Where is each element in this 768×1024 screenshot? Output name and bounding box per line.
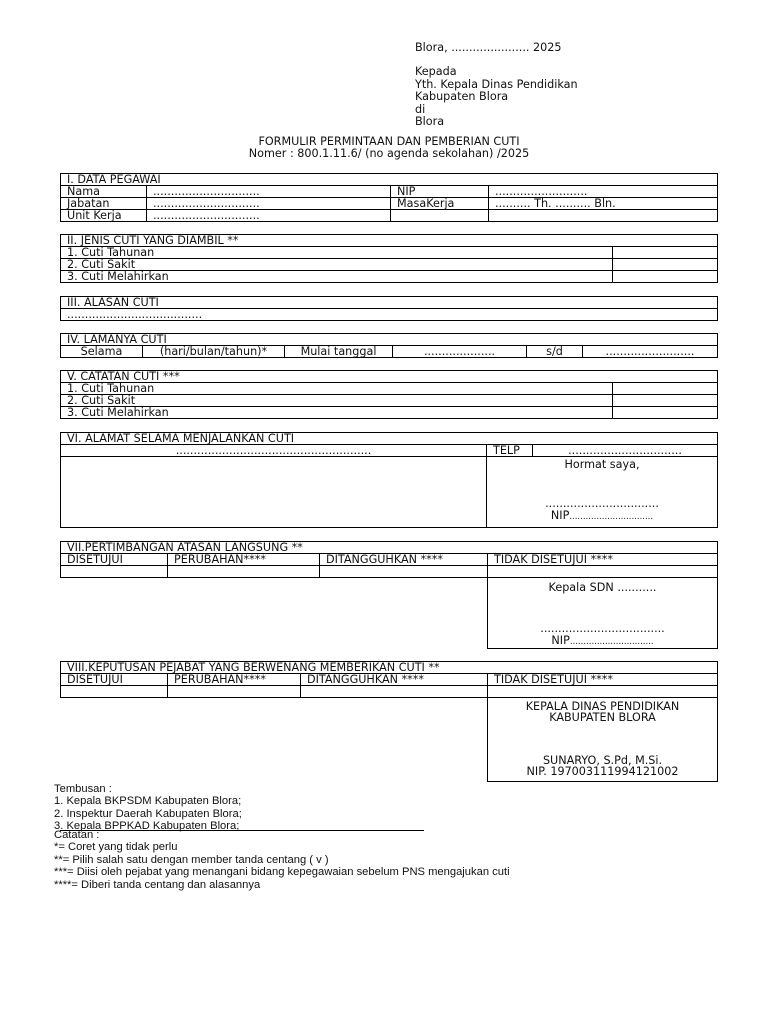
section-title: VI. ALAMAT SELAMA MENJALANKAN CUTI (61, 433, 718, 445)
leave-type-item: 3. Cuti Melahirkan (61, 271, 613, 283)
form-number: Nomer : 800.1.11.6/ (no agenda sekolahan) /2025 (248, 147, 530, 160)
signature-official (488, 698, 718, 782)
field-nip[interactable]: .......................... (489, 186, 718, 198)
recipient-block (415, 66, 578, 129)
leave-note-item: 1. Cuti Tahunan (61, 383, 613, 395)
telp-label: TELP (487, 445, 533, 457)
nip-dots: ............................... (569, 512, 654, 522)
section-title: I. DATA PEGAWAI (61, 174, 718, 186)
section-title: VII.PERTIMBANGAN ATASAN LANGSUNG ** (61, 542, 718, 554)
address-blank (61, 457, 487, 528)
recipient-line: Kabupaten Blora (415, 90, 509, 103)
leave-note-cell[interactable] (613, 407, 718, 419)
col-ditangguhkan: DITANGGUHKAN **** (301, 674, 488, 686)
decision-cell[interactable] (488, 566, 718, 578)
signer-title: Kepala SDN ........... (548, 581, 657, 594)
signer-name: SUNARYO, S.Pd, M.Si. (542, 754, 663, 767)
field-unit-kerja[interactable]: .............................. (147, 210, 391, 222)
signer-title-line: KEPALA DINAS PENDIDIKAN (525, 700, 680, 713)
section-alasan-cuti (60, 296, 718, 321)
duration-unit[interactable]: (hari/bulan/tahun)* (143, 346, 285, 358)
field-label-jabatan: Jabatan (61, 198, 147, 210)
form-title: FORMULIR PERMINTAAN DAN PEMBERIAN CUTI (258, 135, 520, 148)
catatan-item: ****= Diberi tanda centang dan alasannya (54, 878, 261, 891)
catatan-title: Catatan : (54, 829, 100, 841)
leave-note-item: 2. Cuti Sakit (61, 395, 613, 407)
field-jabatan[interactable]: .............................. (147, 198, 391, 210)
address-field[interactable]: ....................................................... (61, 445, 487, 457)
field-label-nip: NIP (391, 186, 489, 198)
tembusan-item: 2. Inspektur Daerah Kabupaten Blora; (54, 807, 242, 820)
section-title: IV. LAMANYA CUTI (61, 334, 718, 346)
field-label-unit-kerja: Unit Kerja (61, 210, 147, 222)
section-lamanya-cuti (60, 333, 718, 358)
recipient-line: Blora (415, 115, 445, 128)
leave-type-checkbox[interactable] (613, 271, 718, 283)
signature-supervisor (488, 578, 718, 649)
signature-line: ................................... (540, 622, 665, 635)
leave-note-cell[interactable] (613, 395, 718, 407)
tembusan-title: Tembusan : (54, 783, 112, 795)
decision-cell[interactable] (61, 566, 168, 578)
telp-field[interactable]: ................................ (533, 445, 718, 457)
blank-area (61, 578, 488, 649)
tembusan-item: 1. Kepala BKPSDM Kabupaten Blora; (54, 795, 242, 808)
col-disetujui: DISETUJUI (61, 674, 168, 686)
section-alamat-cuti (60, 432, 718, 528)
decision-cell[interactable] (320, 566, 488, 578)
nip-label: NIP (551, 634, 570, 647)
leave-type-item: 1. Cuti Tahunan (61, 247, 613, 259)
catatan-item: **= Pilih salah satu dengan member tanda centang ( v ) (54, 853, 329, 866)
place-date: Blora, ...................... 2025 (415, 41, 562, 54)
leave-type-checkbox[interactable] (613, 259, 718, 271)
recipient-line: di (415, 102, 426, 116)
selama-label: Selama (61, 346, 143, 358)
start-date-field[interactable]: .................... (393, 346, 527, 358)
col-disetujui: DISETUJUI (61, 554, 168, 566)
field-label-masakerja: MasaKerja (391, 198, 489, 210)
start-date-label: Mulai tanggal (285, 346, 393, 358)
col-perubahan: PERUBAHAN**** (168, 554, 320, 566)
end-date-field[interactable]: ......................... (583, 346, 718, 358)
catatan-item: *= Coret yang tidak perlu (54, 841, 178, 854)
section-title: III. ALASAN CUTI (61, 297, 718, 309)
section-data-pegawai (60, 173, 718, 222)
empty-cell (391, 210, 489, 222)
nip-label: NIP (550, 509, 570, 522)
decision-cell[interactable] (488, 686, 718, 698)
section-title: VIII.KEPUTUSAN PEJABAT YANG BERWENANG MEMBERIKAN CUTI ** (61, 662, 718, 674)
catatan-block (54, 829, 510, 891)
signature-applicant (487, 457, 718, 528)
decision-cell[interactable] (301, 686, 488, 698)
field-alasan[interactable]: ...................................... (61, 309, 718, 321)
leave-type-item: 2. Cuti Sakit (61, 259, 613, 271)
decision-cell[interactable] (168, 566, 320, 578)
recipient-line: Yth. Kepala Dinas Pendidikan (415, 77, 578, 91)
tembusan-item: 3. Kepala BPPKAD Kabupaten Blora; (54, 820, 240, 833)
section-jenis-cuti (60, 234, 718, 283)
empty-cell (489, 210, 718, 222)
greeting: Hormat saya, (564, 458, 640, 471)
col-ditangguhkan: DITANGGUHKAN **** (320, 554, 488, 566)
signer-title-line: KABUPATEN BLORA (549, 711, 656, 724)
section-keputusan-pejabat (60, 661, 718, 782)
section-catatan-cuti (60, 370, 718, 419)
leave-note-cell[interactable] (613, 383, 718, 395)
catatan-item: ***= Diisi oleh pejabat yang menangani bidang kepegawaian sebelum PNS mengajukan cuti (54, 866, 510, 879)
decision-cell[interactable] (168, 686, 301, 698)
field-label-nama: Nama (61, 186, 147, 198)
field-nama[interactable]: .............................. (147, 186, 391, 198)
until-label: s/d (527, 346, 583, 358)
leave-type-checkbox[interactable] (613, 247, 718, 259)
leave-note-item: 3. Cuti Melahirkan (61, 407, 613, 419)
col-tidak-disetujui: TIDAK DISETUJUI **** (488, 674, 718, 686)
recipient-line: Kepada (415, 65, 457, 78)
nip-dots: ............................... (569, 637, 654, 647)
decision-cell[interactable] (61, 686, 168, 698)
section-title: II. JENIS CUTI YANG DIAMBIL ** (61, 235, 718, 247)
section-title: V. CATATAN CUTI *** (61, 371, 718, 383)
tembusan-block (54, 783, 242, 833)
col-perubahan: PERUBAHAN**** (168, 674, 301, 686)
section-pertimbangan-atasan (60, 541, 718, 649)
signer-nip: NIP. 197003111994121002 (526, 765, 679, 778)
field-masakerja[interactable]: .......... Th. .......... Bln. (489, 198, 718, 210)
signature-line: ................................ (545, 497, 659, 510)
col-tidak-disetujui: TIDAK DISETUJUI **** (488, 554, 718, 566)
blank-area (61, 698, 488, 782)
